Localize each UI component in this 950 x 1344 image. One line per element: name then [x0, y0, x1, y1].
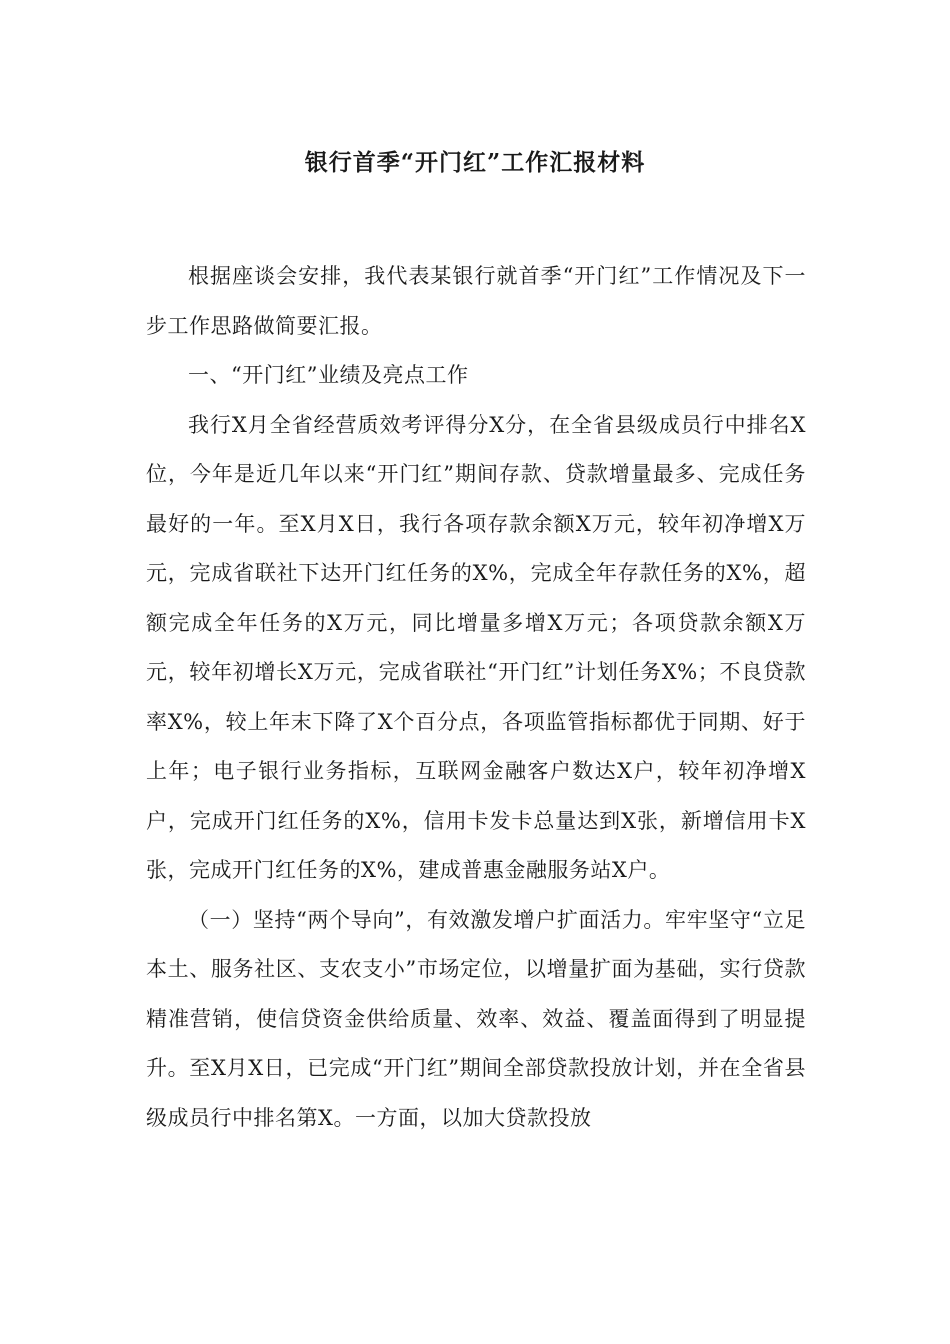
paragraph-performance: 我行X月全省经营质效考评得分X分，在全省县级成员行中排名X位，今年是近几年以来“开门红”期间存款、贷款增量最多、完成任务最好的一年。至X月X日，我行各项存款余额X万元，较年初净增X万元，完成省联社下达开门红任务的X%，完成全年存款任务的X%，超额完成全年任务的X万元，同比增量多增X万元；各项贷款余额X万元，较年初增长X万元，完成省联社“开门红”计划任务X%；不良贷款率X%，较上年末下降了X个百分点，各项监管指标都优于同期、好于上年；电子银行业务指标，互联网金融客户数达X户，较年初净增X户，完成开门红任务的X%，信用卡发卡总量达到X张，新增信用卡X张，完成开门红任务的X%，建成普惠金融服务站X户。: [146, 412, 806, 882]
document-title: 银行首季“开门红”工作汇报材料: [304, 149, 646, 176]
paragraph-subsection-1: （一）坚持“两个导向”，有效激发增户扩面活力。牢牢坚守“立足本土、服务社区、支农支小”市场定位，以增量扩面为基础，实行贷款精准营销，使信贷资金供给质量、效率、效益、覆盖面得到了明显提升。至X月X日，已完成“开门红”期间全部贷款投放计划，并在全省县级成员行中排名第X。一方面，以加大贷款投放: [146, 907, 806, 1130]
paragraph-intro: 根据座谈会安排，我代表某银行就首季“开门红”工作情况及下一步工作思路做简要汇报。: [146, 264, 806, 338]
document-body: [146, 252, 806, 1143]
section-heading-1: 一、“开门红”业绩及亮点工作: [188, 363, 469, 387]
